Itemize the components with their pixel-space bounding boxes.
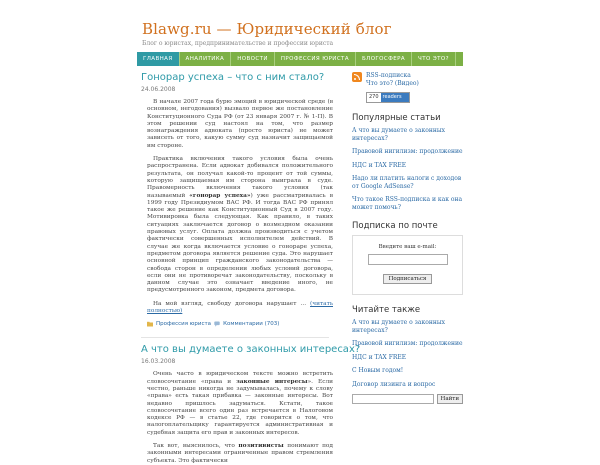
post-paragraph <box>147 371 333 437</box>
post-comments-link[interactable]: Комментарии (703) <box>223 321 280 328</box>
popular-link[interactable]: Правовой нигилизм: продолжение <box>352 148 463 155</box>
post-category-link[interactable]: Профессия юриста <box>156 321 212 328</box>
subscribe-title: Подписка по почте <box>352 221 438 231</box>
popular-link[interactable]: Что такое RSS-подписка и как она может помочь? <box>352 196 463 211</box>
post-meta <box>147 321 333 327</box>
nav-item-about[interactable]: ЧТО ЭТО? <box>412 52 456 66</box>
post-paragraph: В начале 2007 года бурю эмоций в юридической среде (в основном, негодования) вызвало первое же постановление Конституционного Суда РФ (от 23 января 2007 г. № 1-П). В этом решении суд настоял на том, что размер вознаграждения адвоката (просто юриста) не может зависеть от того, какую сумму суд назначит защищаемой им стороне. <box>147 99 333 149</box>
readalso-link[interactable]: А что вы думаете о законных интересах? <box>352 319 446 334</box>
readalso-link[interactable]: С Новым годом! <box>352 367 404 374</box>
rss-subscribe-link[interactable]: RSS-подписка <box>366 72 411 79</box>
readalso-title: Читайте также <box>352 305 421 315</box>
feedburner-counter[interactable] <box>366 92 410 103</box>
popular-link[interactable]: А что вы думаете о законных интересах? <box>352 127 446 142</box>
main-nav <box>137 52 463 66</box>
blog-description: Блог о юристах, предпринимательстве и профессии юриста <box>142 40 334 47</box>
nav-item-analytics[interactable]: АНАЛИТИКА <box>180 52 232 66</box>
blog-title[interactable]: Blawg.ru — Юридический блог <box>142 20 392 38</box>
popular-link[interactable]: НДС и TAX FREE <box>352 161 407 169</box>
post-date: 16.03.2008 <box>141 358 176 366</box>
popular-list <box>352 127 463 211</box>
search-input[interactable] <box>352 394 434 404</box>
post-bold-text: законные интересы <box>236 378 308 385</box>
readalso-link[interactable]: Договор лизинга и вопрос <box>352 380 436 388</box>
read-more-link[interactable]: (читать полностью) <box>147 300 333 315</box>
rss-icon[interactable] <box>352 72 362 82</box>
post-divider <box>141 337 329 338</box>
post-bold-text: «гонорар успеха» <box>189 192 251 199</box>
nav-item-profession[interactable]: ПРОФЕССИЯ ЮРИСТА <box>275 52 356 66</box>
post-paragraph <box>147 443 333 465</box>
rss-video-link[interactable]: Что это? (Видео) <box>366 80 419 87</box>
email-subscribe-box <box>352 235 463 295</box>
post-text: Практика включения такого условия была очень распространена. Если адвокат добивался положительного результата, он получал какой-то процент от той суммы, которую защищаемая им сторона выиграла в суде. Правомерность включения такого условия (так называемый <box>147 156 333 199</box>
post-text: понимают под законными интересами ограниченные правом стремления субъекта. Это фактически <box>147 442 333 464</box>
popular-title: Популярные статьи <box>352 113 441 123</box>
post-date: 24.06.2008 <box>141 86 176 93</box>
post-paragraph <box>147 156 333 295</box>
main-content <box>137 66 361 464</box>
post-text: На мой взгляд, свободу договора нарушает … <box>153 300 307 307</box>
nav-item-home[interactable]: ГЛАВНАЯ <box>137 52 180 66</box>
post-text: Так вот, выяснилось, что <box>153 442 239 449</box>
post-title[interactable]: Гонорар успеха – что с ним стало? <box>141 72 325 83</box>
feed-readers-count: 270 <box>369 94 379 100</box>
email-input[interactable] <box>368 254 448 265</box>
post-body <box>147 99 333 315</box>
feed-readers-label: readers <box>381 93 409 102</box>
post-body <box>147 371 333 465</box>
nav-item-news[interactable]: НОВОСТИ <box>231 52 275 66</box>
nav-item-blogosphere[interactable]: БЛОГОСФЕРА <box>356 52 412 66</box>
email-label: Введите ваш e-mail: <box>378 244 437 250</box>
folder-icon <box>147 321 153 327</box>
post-paragraph <box>147 301 333 316</box>
readalso-link[interactable]: Правовой нигилизм: продолжение <box>352 340 463 347</box>
readalso-link[interactable]: НДС и TAX FREE <box>352 353 407 361</box>
post <box>137 72 333 327</box>
post <box>137 344 361 465</box>
search-button[interactable]: Найти <box>437 394 463 404</box>
post-text: ». Если честно, раньше никогда не задумывалась, почему к слову «права» есть такая прибавка — законные интересы. Вот недавно пришлось задуматься. Кстати, такое словосочетание всего один раз встречается в Налоговом кодексе РФ — в статье 22, где говорится о том, что налогоплательщику гарантируется административная и судебная защита его прав и законных интересов. <box>147 378 333 436</box>
subscribe-button[interactable]: Подписаться <box>383 274 433 284</box>
popular-link[interactable]: Надо ли платить налоги с доходов от Google AdSense? <box>352 175 462 190</box>
rss-block <box>352 72 463 88</box>
post-text: ) уже рассматривалась в 1999 году Президиумом ВАС РФ. И тогда ВАС РФ принял такое же решение как Конституционный Суд в 2007 году. Мотивировка была следующая. Как правило, в таких ситуациях заключается договор о возмездном оказании правовых услуг. Оплата должна производиться с учетом фактически совершенных исполнителем действий. В случае же когда включается условие о гонораре успеха, предметом договора является решение суда. Это нарушает основной принцип гражданского законодательства — свобода сторон в определении любых условий договора, если они не противоречат законодательству, поскольку в данном случае это означает введение иного, не предусмотренного законом, предмета договора. <box>147 192 333 294</box>
rss-links <box>366 72 419 88</box>
post-bold-text: позитивисты <box>238 442 284 449</box>
sidebar <box>352 66 463 400</box>
readalso-list <box>352 319 463 388</box>
post-title[interactable]: А что вы думаете о законных интересах? <box>141 344 361 356</box>
search-form <box>352 394 463 404</box>
post-text: Очень часто в юридическом тексте можно встретить словосочетание «права и <box>147 371 333 385</box>
comment-icon <box>214 321 220 327</box>
